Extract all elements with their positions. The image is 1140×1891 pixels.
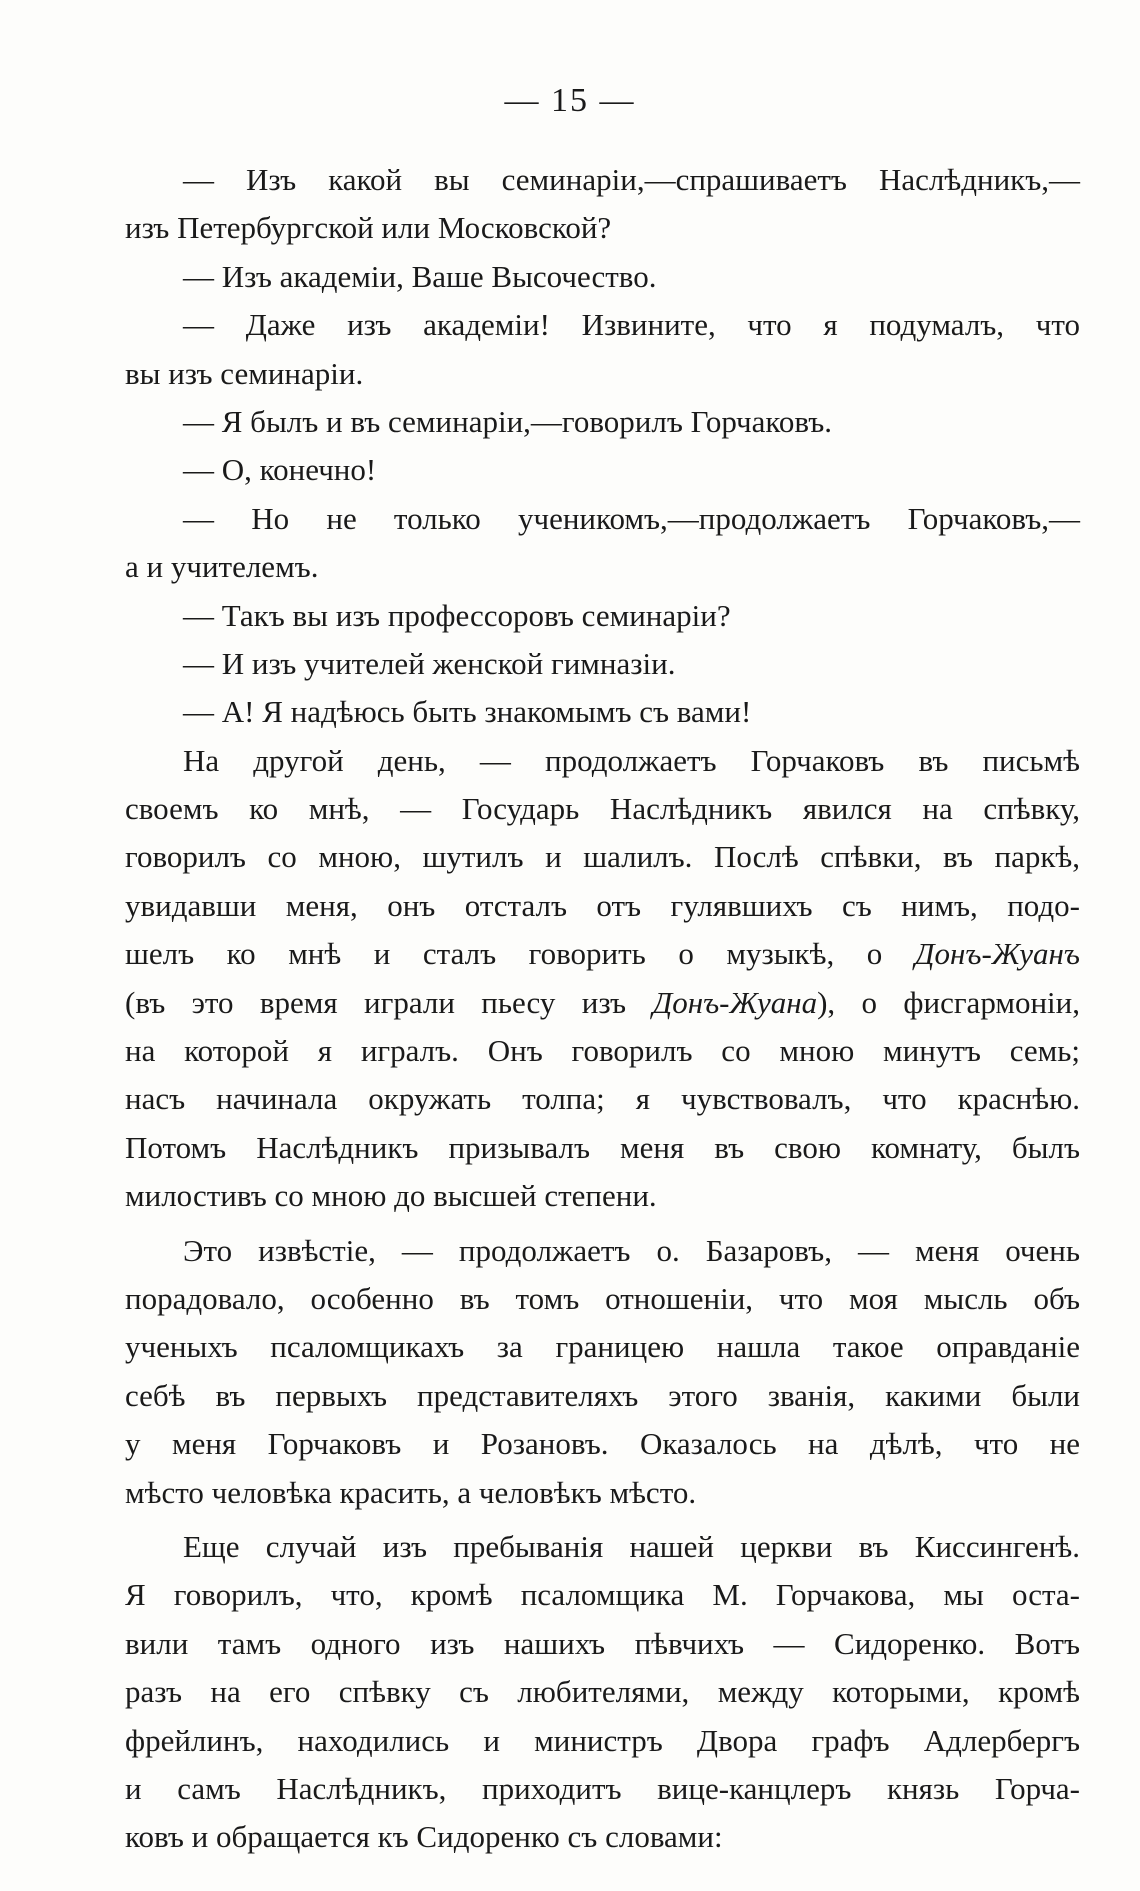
text-line: — Даже изъ академіи! Извините, что я подумалъ, что <box>183 307 1080 343</box>
text-line: насъ начинала окружать толпа; я чувствовалъ, что краснѣю. <box>125 1081 1080 1117</box>
text-line: ковъ и обращается къ Сидоренко съ словами: <box>125 1819 723 1855</box>
text-line: ученыхъ псаломщикахъ за границею нашла такое оправданіе <box>125 1329 1080 1365</box>
text-line-with-italic <box>125 979 1080 1027</box>
text-line: и самъ Наслѣдникъ, приходитъ вице-канцлеръ князь Горча- <box>125 1770 1080 1806</box>
text-line: Я говорилъ, что, кромѣ псаломщика М. Горчакова, мы оста- <box>125 1577 1080 1613</box>
text-line: у меня Горчаковъ и Розановъ. Оказалось на дѣлѣ, что не <box>125 1426 1080 1462</box>
text-fragment: ), о фисгармоніи, <box>817 984 1081 1020</box>
page-number: — 15 — <box>504 82 636 119</box>
text-line: разъ на его спѣвку съ любителями, между которыми, кромѣ <box>125 1674 1080 1710</box>
text-line: — Но не только ученикомъ,—продолжаетъ Горчаковъ,— <box>183 500 1080 536</box>
italic-title: Донъ-Жуанъ <box>914 936 1080 972</box>
text-line: Еще случай изъ пребыванія нашей церкви въ Киссингенѣ. <box>183 1528 1080 1564</box>
text-line: на которой я игралъ. Онъ говорилъ со мною минутъ семь; <box>125 1033 1080 1069</box>
text-line: вили тамъ одного изъ нашихъ пѣвчихъ — Сидоренко. Вотъ <box>125 1625 1080 1661</box>
text-line: вы изъ семинаріи. <box>125 355 364 391</box>
text-line: — А! Я надѣюсь быть знакомымъ съ вами! <box>183 694 752 730</box>
text-line: говорилъ со мною, шутилъ и шалилъ. Послѣ спѣвки, въ паркѣ, <box>125 839 1080 875</box>
italic-title: Донъ-Жуана <box>652 984 818 1020</box>
text-line: изъ Петербургской или Московской? <box>125 210 612 246</box>
text-fragment: (въ это время играли пьесу изъ <box>125 984 627 1020</box>
text-line: — И изъ учителей женской гимназіи. <box>183 645 676 681</box>
text-line: — Изъ какой вы семинаріи,—спрашиваетъ Наслѣдникъ,— <box>183 162 1080 197</box>
text-line: увидавши меня, онъ отсталъ отъ гулявшихъ съ нимъ, подо- <box>125 887 1080 923</box>
text-line: милостивъ со мною до высшей степени. <box>125 1178 657 1214</box>
text-line: фрейлинъ, находились и министръ Двора графъ Адлербергъ <box>125 1722 1080 1758</box>
text-line: — Изъ академіи, Ваше Высочество. <box>183 258 657 294</box>
text-line: — О, конечно! <box>183 452 377 488</box>
text-fragment: шелъ ко мнѣ и сталъ говорить о музыкѣ, о <box>125 936 883 972</box>
text-line: своемъ ко мнѣ, — Государь Наслѣдникъ явился на спѣвку, <box>125 791 1080 827</box>
text-line: порадовало, особенно въ томъ отношеніи, что моя мысль объ <box>125 1280 1080 1316</box>
text-line: — Такъ вы изъ профессоровъ семинаріи? <box>183 597 731 633</box>
text-line: Потомъ Наслѣдникъ призывалъ меня въ свою комнату, былъ <box>125 1129 1080 1165</box>
text-line: мѣсто человѣка красить, а человѣкъ мѣсто. <box>125 1474 697 1510</box>
body-text <box>125 156 1080 1862</box>
text-line: а и учителемъ. <box>125 549 319 585</box>
text-line: На другой день, — продолжаетъ Горчаковъ въ письмѣ <box>183 742 1080 778</box>
text-line: Это извѣстіе, — продолжаетъ о. Базаровъ, — меня очень <box>183 1232 1080 1268</box>
text-line: — Я былъ и въ семинаріи,—говорилъ Горчаковъ. <box>183 403 833 439</box>
text-line-with-italic <box>125 930 1080 978</box>
text-line: себѣ въ первыхъ представителяхъ этого званія, какими были <box>125 1377 1080 1413</box>
